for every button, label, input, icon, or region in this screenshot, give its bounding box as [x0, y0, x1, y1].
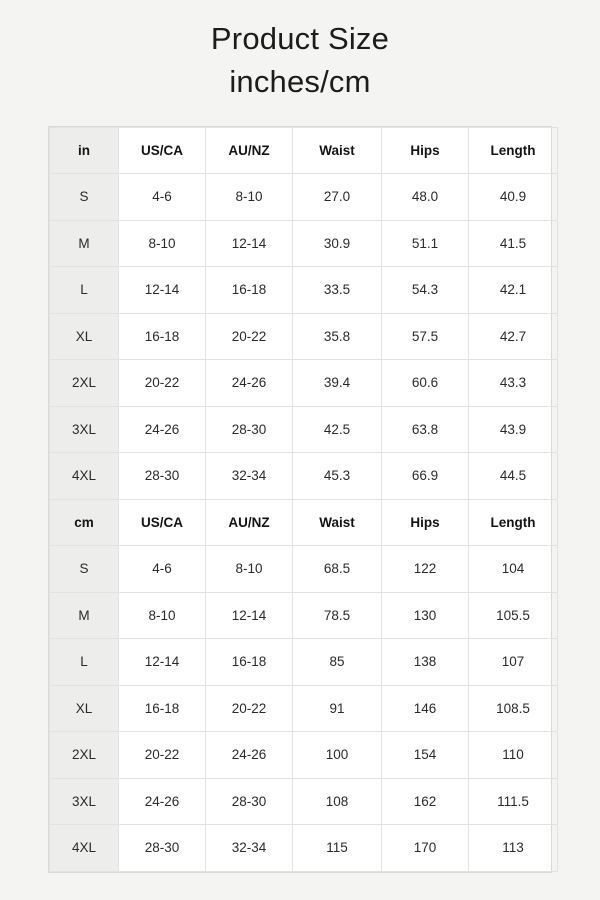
cell-waist: 27.0: [293, 174, 382, 221]
cell-au-nz: 8-10: [206, 546, 293, 593]
cell-waist: 45.3: [293, 453, 382, 500]
row-size-label: L: [50, 267, 119, 314]
table-row: [50, 174, 558, 221]
cell-waist: 108: [293, 778, 382, 825]
cell-au-nz: 28-30: [206, 778, 293, 825]
column-header-waist-cm: Waist: [293, 499, 382, 546]
cell-us-ca: 4-6: [119, 546, 206, 593]
page-title-line-1: Product Size: [210, 21, 390, 56]
column-header-us-ca-cm: US/CA: [119, 499, 206, 546]
cell-length: 42.1: [469, 267, 558, 314]
cell-us-ca: 28-30: [119, 825, 206, 872]
cell-au-nz: 12-14: [206, 592, 293, 639]
cell-length: 43.3: [469, 360, 558, 407]
cell-hips: 48.0: [382, 174, 469, 221]
cell-au-nz: 16-18: [206, 639, 293, 686]
cell-length: 43.9: [469, 406, 558, 453]
cell-hips: 63.8: [382, 406, 469, 453]
table-row: [50, 220, 558, 267]
cell-au-nz: 24-26: [206, 732, 293, 779]
row-size-label: XL: [50, 685, 119, 732]
cell-au-nz: 20-22: [206, 313, 293, 360]
cell-waist: 85: [293, 639, 382, 686]
cell-us-ca: 16-18: [119, 313, 206, 360]
cell-hips: 54.3: [382, 267, 469, 314]
column-header-us-ca-inches: US/CA: [119, 127, 206, 174]
table-row: [50, 406, 558, 453]
table-row: [50, 825, 558, 872]
table-row: [50, 453, 558, 500]
table-row: [50, 592, 558, 639]
cell-length: 113: [469, 825, 558, 872]
cell-hips: 138: [382, 639, 469, 686]
table-header-row-cm: [50, 499, 558, 546]
table-row: [50, 732, 558, 779]
cell-hips: 51.1: [382, 220, 469, 267]
row-size-label: L: [50, 639, 119, 686]
column-header-hips-cm: Hips: [382, 499, 469, 546]
cell-waist: 91: [293, 685, 382, 732]
cell-us-ca: 8-10: [119, 220, 206, 267]
cell-waist: 35.8: [293, 313, 382, 360]
page-title: [40, 18, 560, 104]
row-size-label: 3XL: [50, 406, 119, 453]
cell-hips: 60.6: [382, 360, 469, 407]
cell-us-ca: 24-26: [119, 406, 206, 453]
table-row: [50, 267, 558, 314]
row-size-label: M: [50, 592, 119, 639]
cell-us-ca: 28-30: [119, 453, 206, 500]
cell-au-nz: 24-26: [206, 360, 293, 407]
size-table-container: [48, 126, 552, 873]
row-size-label: S: [50, 546, 119, 593]
size-table-body: [50, 127, 558, 871]
cell-length: 111.5: [469, 778, 558, 825]
row-size-label: XL: [50, 313, 119, 360]
cell-length: 104: [469, 546, 558, 593]
cell-au-nz: 12-14: [206, 220, 293, 267]
cell-waist: 115: [293, 825, 382, 872]
cell-us-ca: 8-10: [119, 592, 206, 639]
cell-waist: 30.9: [293, 220, 382, 267]
cell-hips: 122: [382, 546, 469, 593]
unit-header-inches: in: [50, 127, 119, 174]
row-size-label: 2XL: [50, 360, 119, 407]
cell-hips: 154: [382, 732, 469, 779]
cell-length: 42.7: [469, 313, 558, 360]
cell-waist: 100: [293, 732, 382, 779]
unit-header-cm: cm: [50, 499, 119, 546]
cell-length: 44.5: [469, 453, 558, 500]
cell-hips: 130: [382, 592, 469, 639]
cell-us-ca: 4-6: [119, 174, 206, 221]
cell-us-ca: 24-26: [119, 778, 206, 825]
cell-length: 108.5: [469, 685, 558, 732]
table-row: [50, 639, 558, 686]
cell-au-nz: 32-34: [206, 825, 293, 872]
row-size-label: 2XL: [50, 732, 119, 779]
cell-us-ca: 20-22: [119, 360, 206, 407]
column-header-au-nz-cm: AU/NZ: [206, 499, 293, 546]
cell-us-ca: 16-18: [119, 685, 206, 732]
cell-length: 107: [469, 639, 558, 686]
row-size-label: 4XL: [50, 453, 119, 500]
cell-au-nz: 28-30: [206, 406, 293, 453]
table-row: [50, 360, 558, 407]
column-header-hips-inches: Hips: [382, 127, 469, 174]
cell-hips: 146: [382, 685, 469, 732]
cell-us-ca: 12-14: [119, 639, 206, 686]
cell-waist: 68.5: [293, 546, 382, 593]
cell-au-nz: 20-22: [206, 685, 293, 732]
cell-length: 40.9: [469, 174, 558, 221]
cell-length: 105.5: [469, 592, 558, 639]
cell-hips: 66.9: [382, 453, 469, 500]
cell-length: 110: [469, 732, 558, 779]
cell-waist: 78.5: [293, 592, 382, 639]
row-size-label: 4XL: [50, 825, 119, 872]
cell-length: 41.5: [469, 220, 558, 267]
cell-au-nz: 8-10: [206, 174, 293, 221]
page-title-line-2: inches/cm: [229, 63, 371, 99]
column-header-length-cm: Length: [469, 499, 558, 546]
size-table: [49, 127, 558, 872]
table-row: [50, 546, 558, 593]
column-header-waist-inches: Waist: [293, 127, 382, 174]
cell-waist: 33.5: [293, 267, 382, 314]
row-size-label: 3XL: [50, 778, 119, 825]
cell-hips: 57.5: [382, 313, 469, 360]
table-row: [50, 313, 558, 360]
table-row: [50, 778, 558, 825]
cell-au-nz: 16-18: [206, 267, 293, 314]
table-header-row-inches: [50, 127, 558, 174]
cell-waist: 42.5: [293, 406, 382, 453]
cell-hips: 170: [382, 825, 469, 872]
cell-au-nz: 32-34: [206, 453, 293, 500]
column-header-au-nz-inches: AU/NZ: [206, 127, 293, 174]
cell-us-ca: 20-22: [119, 732, 206, 779]
cell-waist: 39.4: [293, 360, 382, 407]
row-size-label: M: [50, 220, 119, 267]
row-size-label: S: [50, 174, 119, 221]
cell-hips: 162: [382, 778, 469, 825]
table-row: [50, 685, 558, 732]
column-header-length-inches: Length: [469, 127, 558, 174]
cell-us-ca: 12-14: [119, 267, 206, 314]
